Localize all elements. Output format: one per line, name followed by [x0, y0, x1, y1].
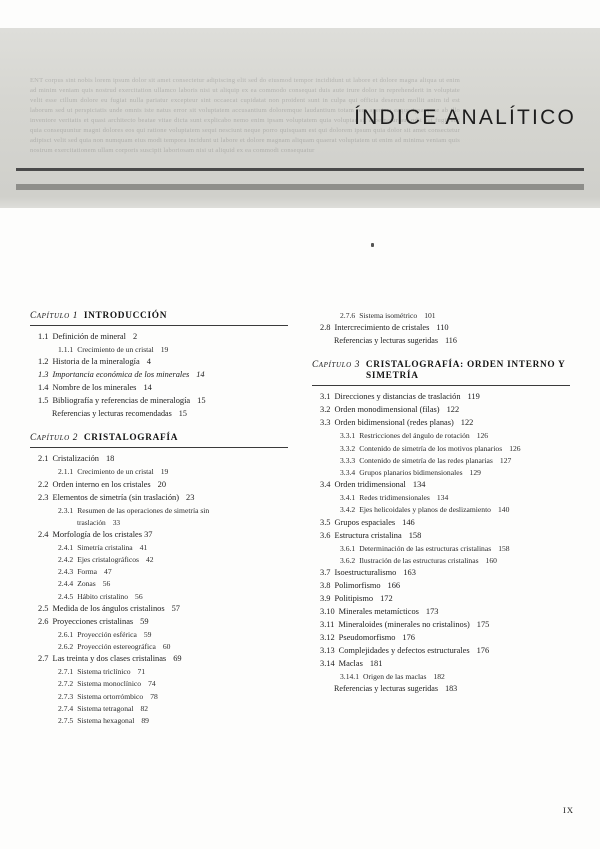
toc-entry-title: Simetría cristalina	[77, 542, 133, 552]
toc-entry[interactable]	[38, 618, 288, 626]
toc-entry-number: 3.6.2	[340, 555, 356, 565]
toc-entry-page: 126	[476, 431, 489, 441]
toc-entry-title: Complejidades y defectos estructurales	[338, 645, 470, 655]
toc-chapter-rule-3	[312, 385, 570, 386]
toc-entry-page: 166	[387, 580, 401, 590]
toc-entry-number: 3.13	[320, 645, 335, 655]
toc-entry-number: 3.14.1	[340, 671, 359, 681]
page-folio: IX	[563, 805, 574, 815]
toc-chapter-label: Capítulo 3	[312, 359, 366, 370]
toc-entry-number: 1.1.1	[58, 345, 74, 355]
toc-entry-page: 78	[150, 691, 158, 701]
toc-chapter-title: CRISTALOGRAFÍA	[83, 433, 179, 444]
toc-entry-page: 134	[412, 480, 426, 490]
toc-entry[interactable]	[320, 393, 570, 401]
toc-entry[interactable]	[58, 556, 288, 564]
toc-entry-title: Restricciones del ángulo de rotación	[359, 431, 470, 441]
toc-entry-page: 14	[196, 370, 205, 380]
toc-entry[interactable]	[58, 717, 288, 725]
toc-entry-number: 3.4.1	[340, 493, 356, 503]
toc-entry-page: 19	[160, 467, 169, 477]
toc-entry[interactable]	[340, 432, 570, 440]
toc-entry-page: 158	[498, 543, 510, 553]
toc-entry-number: 3.6	[320, 530, 331, 540]
toc-entry[interactable]	[58, 593, 288, 601]
toc-entry-page: 15	[197, 396, 206, 406]
toc-entry-page: 181	[369, 658, 383, 668]
page-title: ÍNDICE ANALÍTICO	[354, 106, 576, 129]
toc-entry-title: Importancia económica de los minerales	[52, 370, 190, 380]
toc-entry-number: 3.4	[320, 480, 331, 490]
toc-entry[interactable]	[38, 358, 288, 366]
toc-entry[interactable]	[58, 680, 288, 688]
toc-entry-title: Proyección estereográfica	[77, 641, 156, 651]
toc-entry-page: 15	[178, 409, 187, 419]
toc-chapter-title: INTRODUCCIÓN	[83, 311, 168, 321]
toc-entry-page: 173	[425, 606, 439, 616]
toc-chapter-rule-1	[30, 325, 288, 326]
toc-entry-title: Crecimiento de un cristal	[77, 345, 154, 355]
toc-entry[interactable]	[334, 685, 570, 693]
toc-entry-title: Sistema hexagonal	[77, 715, 135, 725]
toc-entry-title: Determinación de las estructuras cristalinas	[359, 543, 492, 553]
toc-entry[interactable]	[58, 693, 288, 701]
toc-entry-number: 2.7.4	[58, 703, 74, 713]
toc-entry-title: Pseudomorfismo	[338, 632, 396, 642]
toc-entry-number: 3.12	[320, 632, 335, 642]
toc-entry[interactable]	[320, 481, 570, 489]
toc-entry[interactable]	[320, 419, 570, 427]
toc-entry-number: 2.1.1	[58, 467, 74, 477]
toc-entry[interactable]	[38, 494, 288, 502]
toc-entry-title: Mineraloides (minerales no cristalinos)	[338, 619, 470, 629]
toc-entry[interactable]	[58, 544, 288, 552]
header-rule-mid	[16, 184, 584, 190]
toc-entry-number: 2.7.3	[58, 691, 74, 701]
toc-entry[interactable]	[58, 568, 288, 576]
toc-entry-page: 33	[112, 517, 121, 527]
toc-entry-title: Origen de las maclas	[362, 671, 427, 681]
toc-entry-title: Crecimiento de un cristal	[77, 467, 154, 477]
toc-entry-page: 101	[424, 311, 436, 320]
toc-entry[interactable]	[320, 647, 570, 655]
toc-entry-page: 176	[476, 645, 490, 655]
toc-entry-page: 74	[148, 679, 156, 689]
toc-entry-page: 122	[446, 405, 460, 415]
toc-entry[interactable]	[58, 643, 288, 651]
toc-entry-title: Bibliografía y referencias de mineralogía	[52, 396, 191, 406]
toc-entry-number: 3.3.1	[340, 431, 356, 441]
toc-entry-number: 3.3.2	[340, 443, 356, 453]
toc-entry[interactable]	[58, 668, 288, 676]
toc-chapter-label: Capítulo 2	[30, 433, 84, 444]
toc-entry-title: Elementos de simetría (sin traslación)	[52, 492, 179, 502]
toc-entry-page: 57	[171, 603, 180, 613]
toc-entry-number: 2.7.1	[58, 667, 74, 677]
toc-entry-page: 60	[162, 641, 171, 651]
toc-entry-number: 3.2	[320, 405, 331, 415]
toc-entry-title: Direcciones y distancias de traslación	[334, 392, 461, 402]
toc-entry[interactable]	[340, 545, 570, 553]
toc-entry-number: 2.4.5	[58, 591, 74, 601]
toc-entry-page: 41	[139, 542, 148, 552]
toc-entry-number: 1.4	[38, 383, 49, 393]
toc-entry-number: 3.5	[320, 517, 331, 527]
toc-entry-number: 2.6	[38, 616, 49, 626]
toc-entry-page: 183	[445, 684, 458, 694]
toc-entry-page: 47	[104, 567, 112, 577]
toc-entry-number: 2.1	[38, 454, 49, 464]
toc-entry-title: Referencias y lecturas sugeridas	[334, 684, 439, 694]
toc-entry-page: 182	[433, 671, 445, 681]
toc-entry-page: 146	[402, 517, 415, 527]
toc-entry[interactable]	[38, 397, 288, 405]
toc-entry-title: Sistema triclínico	[77, 667, 131, 677]
toc-entry-page: 59	[140, 616, 149, 626]
header-ghost-text: ENT corpus sint nobis lorem ipsum dolor sit amet consectetur adipiscing elit sed do eiusmod tempor incididunt ut labore et dolore magna aliqua ut enim ad minim veniam quis nostrud exercitation ullamco laboris nisi ut aliquip ex ea commodo consequat duis aute irure dolor in reprehenderit in voluptate velit esse cillum dolore eu fugiat nulla pariatur excepteur sint occaecat cupidatat non proident sunt in culpa qui officia deserunt mollit anim id est laborum sed ut perspiciatis unde omnis iste natus error sit voluptatem accusantium doloremque laudantium totam rem aperiam eaque ipsa quae ab illo inventore veritatis et quasi architecto beatae vitae dicta sunt explicabo nemo enim ipsam voluptatem quia voluptas sit aspernatur aut odit aut fugit sed quia consequuntur magni dolores eos qui ratione voluptatem sequi nesciunt neque porro quisquam est qui dolorem ipsum quia dolor sit amet consectetur adipisci velit sed quia non numquam eius modi tempora incidunt ut labore et dolore magnam aliquam quaerat voluptatem ut enim ad minima veniam quis nostrum exercitationem ullam corporis suscipit laboriosam nisi ut aliquid ex ea commodi consequatur	[30, 77, 460, 154]
toc-entry-title: Orden bidimensional (redes planas)	[334, 418, 454, 428]
toc-entry-number: 2.2	[38, 479, 49, 489]
toc-entry-title: Contenido de simetría de los motivos planarios	[359, 443, 503, 453]
toc-entry[interactable]	[320, 595, 570, 603]
toc-entry-page: 176	[402, 632, 415, 642]
toc-entry-title: Las treinta y dos clases cristalinas	[52, 654, 167, 664]
toc-entry-number: 2.4	[38, 529, 49, 539]
toc-entry-page: 175	[476, 619, 490, 629]
toc-entry-title: Zonas	[77, 579, 96, 589]
toc-entry-number: 2.7	[38, 654, 49, 664]
toc-entry[interactable]	[38, 333, 288, 341]
header-rule-dark	[16, 168, 584, 171]
toc-entry-title: Ejes cristalográficos	[77, 555, 139, 565]
toc-entry-page: 2	[132, 332, 138, 342]
toc-entry-title: Referencias y lecturas sugeridas	[334, 336, 439, 346]
toc-entry-title: Grupos planarios bidimensionales	[359, 468, 463, 478]
toc-entry-page: 14	[143, 383, 152, 393]
toc-entry-number: 2.7.2	[58, 679, 74, 689]
decorative-dot	[371, 243, 374, 247]
toc-entry-number: 2.4.1	[58, 542, 74, 552]
toc-entry[interactable]	[58, 580, 288, 588]
toc-entry-page: 20	[157, 479, 166, 489]
toc-entry-number: 1.2	[38, 357, 49, 367]
toc-entry-title: Resumen de las operaciones de simetría sin	[77, 505, 210, 515]
toc-entry-number: 2.6.1	[58, 629, 74, 639]
toc-entry-number: 2.6.2	[58, 641, 74, 651]
toc-entry-page: 160	[485, 555, 497, 565]
toc-entry-number: 3.7	[320, 567, 331, 577]
toc-entry-page: 129	[469, 468, 481, 478]
toc-chapter-label: Capítulo 1	[30, 311, 84, 321]
toc-chapter-rule-2	[30, 447, 288, 448]
toc-entry[interactable]	[58, 468, 288, 476]
toc-entry-title: Proyección esférica	[77, 629, 137, 639]
toc-entry-title: traslación	[77, 517, 106, 527]
toc-entry-page: 71	[137, 667, 146, 677]
toc-entry[interactable]	[38, 605, 288, 613]
toc-entry-title: Grupos espaciales	[334, 517, 396, 527]
toc-entry-number: 3.10	[320, 606, 335, 616]
toc-entry-title: Hábito cristalino	[77, 591, 129, 601]
toc-entry-title: Orden tridimensional	[334, 480, 406, 490]
toc-entry-title: Redes tridimensionales	[359, 493, 430, 503]
toc-entry[interactable]	[58, 631, 288, 639]
toc-entry-title: Medida de los ángulos cristalinos	[52, 603, 165, 613]
toc-entry-number: 1.5	[38, 396, 49, 406]
toc-entry-number: 2.7.5	[58, 715, 74, 725]
toc-entry-number: 2.8	[320, 323, 331, 333]
toc-entry[interactable]	[340, 557, 570, 565]
toc-entry-number: 1.3	[38, 370, 49, 380]
toc-entry[interactable]	[320, 569, 570, 577]
toc-entry-page: 163	[403, 567, 416, 577]
toc-entry-title: Isoestructuralismo	[334, 567, 397, 577]
header-band-fade	[0, 196, 600, 208]
toc-entry[interactable]	[38, 371, 288, 379]
toc-entry-page: 158	[408, 530, 422, 540]
toc-entry-page: 116	[445, 336, 457, 346]
toc-entry-title: Maclas	[338, 658, 363, 668]
toc-entry-number: 3.14	[320, 658, 335, 668]
toc-entry[interactable]	[340, 506, 570, 514]
toc-entry-page: 134	[436, 493, 449, 503]
toc-chapter-heading-2[interactable]	[30, 434, 288, 443]
toc-entry[interactable]	[38, 531, 288, 539]
toc-entry[interactable]	[334, 337, 570, 345]
toc-entry-page: 140	[497, 505, 510, 515]
toc-entry-number: 3.1	[320, 392, 331, 402]
toc-entry[interactable]	[58, 507, 288, 515]
toc-entry[interactable]	[320, 621, 570, 629]
toc-entry-page: 122	[460, 418, 474, 428]
toc-entry-page: 4	[146, 357, 151, 367]
toc-chapter-heading-1[interactable]	[30, 312, 288, 321]
toc-entry[interactable]	[38, 455, 288, 463]
toc-entry[interactable]	[77, 519, 288, 526]
toc-column-left	[30, 312, 288, 729]
toc-entry-page: 127	[499, 455, 512, 465]
toc-entry[interactable]	[320, 608, 570, 616]
toc-entry[interactable]	[340, 673, 570, 681]
toc-chapter-title: CRISTALOGRAFÍA: ORDEN INTERNO Y	[365, 359, 566, 370]
toc-entry-title: Sistema isométrico	[359, 311, 418, 320]
toc-entry-number: 3.3.3	[340, 455, 356, 465]
toc-entry-title: Estructura cristalina	[334, 530, 402, 540]
toc-entry-title: Historia de la mineralogía	[52, 357, 140, 367]
toc-entry-number: 2.3.1	[58, 505, 74, 515]
toc-entry-page: 19	[160, 345, 169, 355]
toc-chapter-heading-3[interactable]	[312, 361, 570, 382]
toc-entry-title: Politipismo	[334, 593, 374, 603]
toc-chapter-title-line2: SIMETRÍA	[366, 371, 419, 382]
toc-entry-page: 126	[509, 443, 521, 453]
toc-entry-title: Sistema tetragonal	[77, 703, 134, 713]
toc-entry-title: Referencias y lecturas recomendadas	[52, 409, 172, 419]
toc-entry[interactable]	[38, 384, 288, 392]
toc-entry-title: Intercrecimiento de cristales	[334, 323, 430, 333]
toc-entry[interactable]	[320, 519, 570, 527]
toc-entry-number: 2.3	[38, 492, 49, 502]
toc-entry[interactable]	[320, 634, 570, 642]
header-band	[0, 28, 600, 208]
toc-entry[interactable]	[340, 312, 570, 320]
toc-entry-title: Forma	[77, 567, 98, 577]
toc-entry-page: 56	[135, 591, 143, 601]
toc-entry[interactable]	[52, 410, 288, 418]
toc-entry-number: 3.3	[320, 418, 331, 428]
toc-entry-number: 2.7.6	[340, 311, 356, 320]
toc-entry[interactable]	[38, 481, 288, 489]
toc-entry-title: Contenido de simetría de las redes planarias	[359, 455, 493, 465]
toc-entry[interactable]	[320, 324, 570, 332]
toc-entry-title: Orden interno en los cristales	[52, 479, 151, 489]
toc-entry-title: Sistema monoclínico	[77, 679, 142, 689]
toc-entry-number: 3.6.1	[340, 543, 356, 553]
toc-entry-title: Minerales metamícticos	[338, 606, 419, 616]
toc-entry-title: Nombre de los minerales	[52, 383, 137, 393]
toc-entry[interactable]	[340, 494, 570, 502]
toc-entry[interactable]	[38, 655, 288, 663]
toc-entry[interactable]	[340, 457, 570, 465]
toc-entry-page: 89	[141, 715, 149, 725]
toc-entry-number: 3.4.2	[340, 505, 356, 515]
toc-entry-number: 3.11	[320, 619, 335, 629]
toc-entry-page: 23	[186, 492, 195, 502]
toc-entry-page: 82	[140, 703, 149, 713]
toc-entry[interactable]	[340, 445, 570, 453]
toc-entry-title: Polimorfismo	[334, 580, 381, 590]
toc-entry-number: 2.4.2	[58, 555, 74, 565]
toc-column-right	[312, 312, 570, 698]
toc-entry-title: Ilustración de las estructuras cristalinas	[359, 555, 479, 565]
toc-entry-number: 2.4.3	[58, 567, 74, 577]
toc-entry-page: 18	[105, 454, 115, 464]
toc-entry-page: 56	[102, 579, 111, 589]
toc-entry-number: 3.9	[320, 593, 331, 603]
toc-entry-number: 2.4.4	[58, 579, 74, 589]
toc-entry-title: Proyecciones cristalinas	[52, 616, 134, 626]
toc-entry-title: Morfología de los cristales 37	[52, 529, 153, 539]
toc-entry-title: Orden monodimensional (filas)	[334, 405, 440, 415]
toc-entry-page: 69	[173, 654, 182, 664]
toc-entry-number: 3.8	[320, 580, 331, 590]
toc-entry-title: Sistema ortorrómbico	[77, 691, 144, 701]
toc-entry-title: Definición de mineral	[52, 332, 126, 342]
toc-entry-number: 3.3.4	[340, 468, 356, 478]
toc-entry-title: Cristalización	[52, 454, 99, 464]
toc-entry[interactable]	[58, 705, 288, 713]
toc-entry[interactable]	[320, 582, 570, 590]
toc-entry-number: 1.1	[38, 332, 49, 342]
toc-entry-page: 119	[467, 392, 480, 402]
toc-entry[interactable]	[58, 346, 288, 354]
toc-entry[interactable]	[320, 406, 570, 414]
toc-entry-page: 42	[145, 555, 154, 565]
toc-entry[interactable]	[340, 469, 570, 477]
toc-entry-number: 2.5	[38, 603, 49, 613]
toc-entry[interactable]	[320, 660, 570, 668]
toc-entry-page: 59	[143, 629, 152, 639]
toc-entry-page: 110	[436, 323, 449, 333]
toc-entry-page: 172	[380, 593, 393, 603]
toc-entry-title: Ejes helicoidales y planos de deslizamiento	[359, 505, 491, 515]
toc-entry[interactable]	[320, 532, 570, 540]
